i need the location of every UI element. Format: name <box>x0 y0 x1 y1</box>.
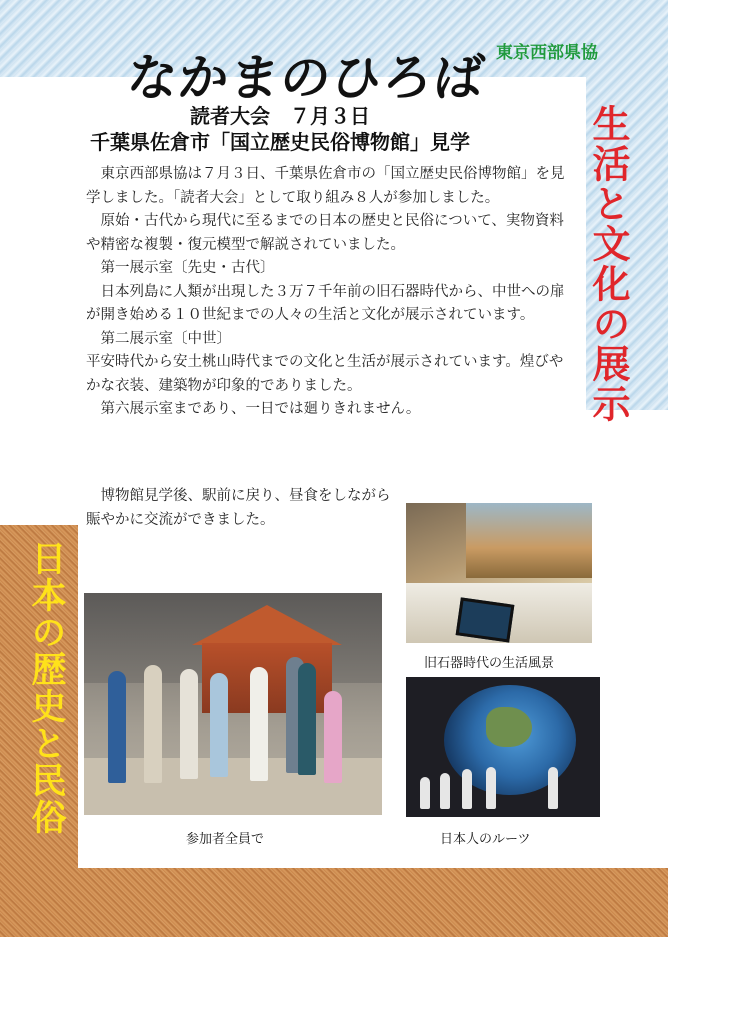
photo-mural <box>466 503 592 578</box>
brown-texture-bottom-band <box>0 868 668 937</box>
photo-globe-landmass <box>486 707 532 747</box>
article-body <box>86 163 574 422</box>
photo-tablet <box>456 597 515 642</box>
photo-person <box>250 667 268 781</box>
heading-gallery-2: 第二展示室〔中世〕 <box>100 330 231 347</box>
vertical-title-right: 生活と文化の展示 <box>586 104 631 424</box>
photo-person <box>324 691 342 783</box>
organization-name: 東京西部県協 <box>496 43 598 63</box>
paragraph-gallery-2: 平安時代から安土桃山時代までの文化と生活が展示されています。煌びやかな衣装、建築物が印象的でありました。 <box>86 354 564 394</box>
headline-museum-visit: 千葉県佐倉市「国立歴史民俗博物館」見学 <box>90 130 470 154</box>
paragraph-gallery-1: 日本列島に人類が出現した３万７千年前の旧石器時代から、中世への扉が開き始める１０世紀までの人々の生活と文化が展示されています。 <box>86 283 565 323</box>
article-closing <box>86 485 396 532</box>
photo-person <box>180 669 198 779</box>
paleolithic-diorama-photo <box>406 503 592 643</box>
photo-evolution-figure <box>462 769 472 809</box>
caption-paleolithic-photo: 旧石器時代の生活風景 <box>424 656 555 671</box>
photo-evolution-figure <box>440 773 450 809</box>
caption-roots-photo: 日本人のルーツ <box>440 832 531 847</box>
photo-person <box>210 673 228 777</box>
paragraph-gallery-6: 第六展示室まであり、一日では廻りきれません。 <box>100 401 421 417</box>
photo-evolution-figure <box>486 767 496 809</box>
photo-evolution-figure <box>420 777 430 809</box>
caption-group-photo: 参加者全員で <box>186 832 265 847</box>
headline-event-date: 読者大会 ７月３日 <box>190 104 370 128</box>
photo-temple-roof <box>192 605 342 645</box>
photo-person <box>298 663 316 775</box>
photo-person <box>144 665 162 783</box>
heading-gallery-1: 第一展示室〔先史・古代〕 <box>100 260 275 276</box>
paragraph-intro: 東京西部県協は７月３日、千葉県佐倉市の「国立歴史民俗博物館」を見学しました。「読者大会」として取り組み８人が参加しました。 <box>86 166 565 206</box>
group-photo <box>84 593 382 815</box>
japanese-roots-globe-photo <box>406 677 600 817</box>
photo-person <box>108 671 126 783</box>
photo-evolution-figure <box>548 767 558 809</box>
paragraph-overview: 原始・古代から現代に至るまでの日本の歴史と民俗について、実物資料や精密な複製・復元模型で解説されていました。 <box>86 213 564 253</box>
vertical-title-left: 日本の歴史と民俗 <box>26 540 67 836</box>
masthead-title: なかまのひろば <box>124 49 488 107</box>
paragraph-closing: 博物館見学後、駅前に戻り、昼食をしながら賑やかに交流ができました。 <box>86 488 391 528</box>
